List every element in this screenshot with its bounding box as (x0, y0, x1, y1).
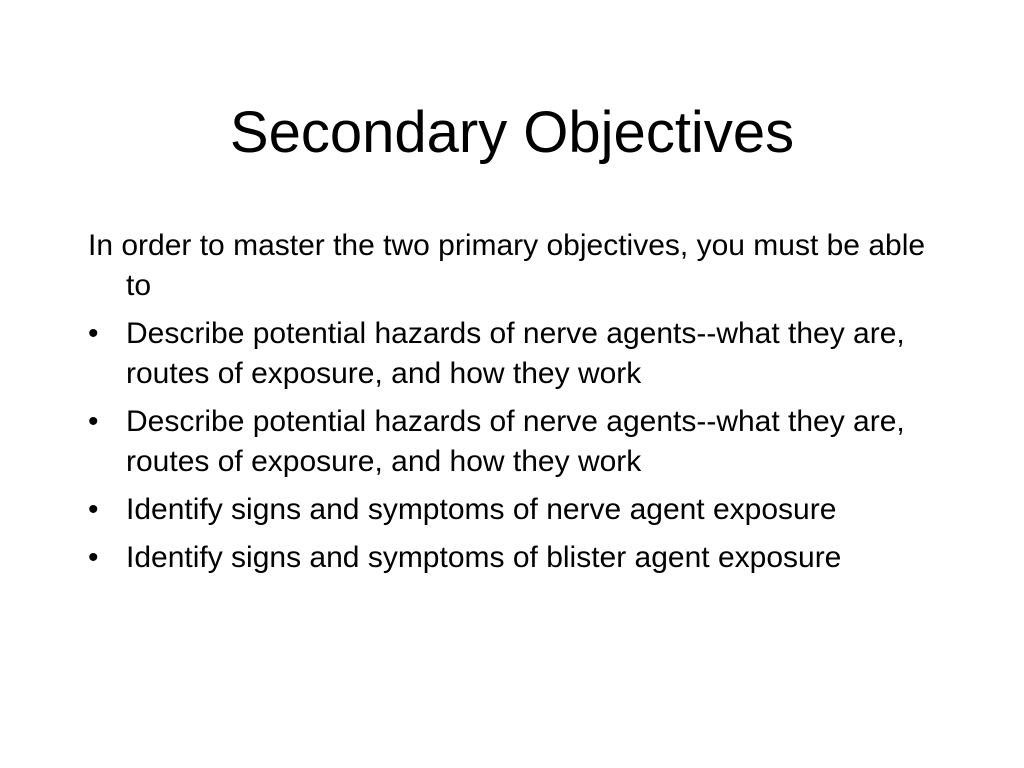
bullet-item (88, 402, 958, 482)
bullet-icon: • (88, 405, 99, 438)
bullet-text: Describe potential hazards of nerve agents--what they are, routes of exposure, and how they work (126, 405, 905, 478)
bullet-text: Identify signs and symptoms of nerve agent exposure (126, 493, 837, 526)
bullet-text: Identify signs and symptoms of blister agent exposure (126, 541, 842, 574)
bullet-item (88, 314, 958, 394)
slide-content (88, 226, 958, 586)
bullet-text: Describe potential hazards of nerve agents--what they are, routes of exposure, and how they work (126, 317, 905, 390)
slide-title: Secondary Objectives (229, 100, 795, 165)
bullet-list (88, 314, 958, 578)
bullet-icon: • (88, 493, 99, 526)
bullet-icon: • (88, 317, 99, 350)
bullet-icon: • (88, 541, 99, 574)
bullet-item (88, 538, 958, 578)
bullet-item (88, 490, 958, 530)
intro-text: In order to master the two primary objectives, you must be able to (88, 229, 926, 302)
